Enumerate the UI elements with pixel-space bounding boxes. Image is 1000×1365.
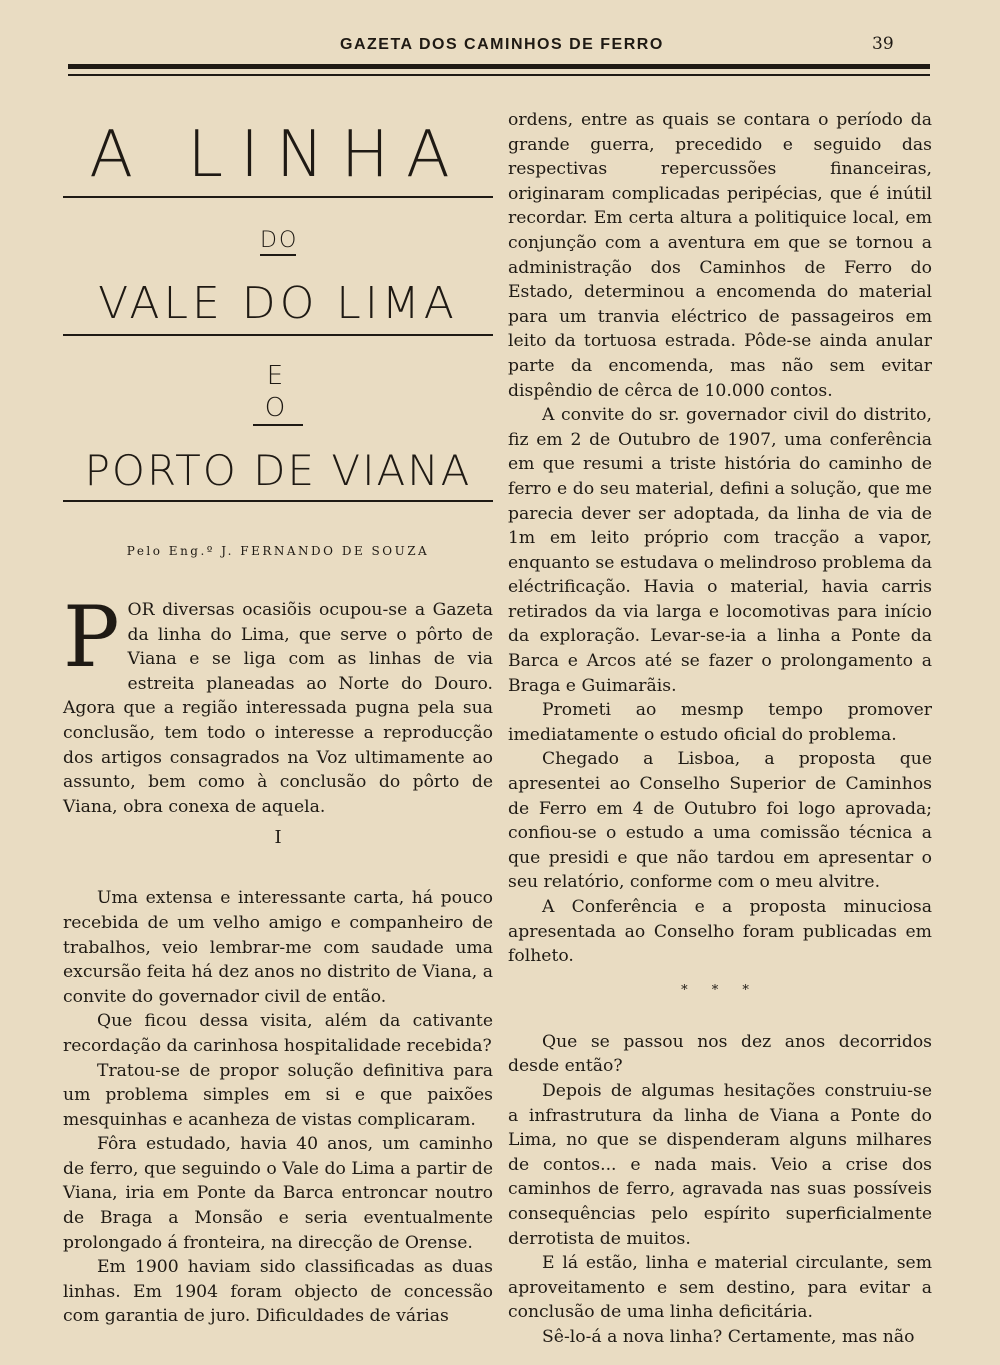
section-number: I <box>274 827 282 849</box>
running-head: GAZETA DOS CAMINHOS DE FERRO <box>340 36 664 53</box>
paragraph: Prometi ao mesmp tempo promover imediatamente o estudo oficial do problema. <box>508 700 932 745</box>
paragraph: Sê-lo-á a nova linha? Certamente, mas não <box>542 1326 915 1347</box>
intro-paragraph: OR diversas ocasiõis ocupou-se a Gazeta da linha do Lima, que serve o pôrto de Viana e se liga com as linhas de via estreita planeadas ao Norte do Douro. Agora que a região interessada pugna pela sua conclusão, tem todo o interesse a reproducção dos artigos consagrados na Voz ultimamente ao assunto, bem como à conclusão do pôrto de Viana, obra conexa de aquela. <box>63 600 493 817</box>
byline: Pelo Eng.º J. FERNANDO DE SOUZA <box>126 544 430 558</box>
paragraph: Tratou-se de propor solução definitiva para um problema simples em si e que paixões mesquinhas e acanheza de vistas complicaram. <box>63 1060 493 1130</box>
section-separator: * * * <box>681 982 759 998</box>
paragraph: Uma extensa e interessante carta, há pouco recebida de um velho amigo e companheiro de trabalhos, veio lembrar-me com saudade uma excursão feita há dez anos no distrito de Viana, a convite do governador civil de então. <box>63 888 493 1007</box>
paragraph: Que ficou dessa visita, além da cativante recordação da carinhosa hospitalidade recebida? <box>63 1011 493 1056</box>
paragraph: Chegado a Lisboa, a proposta que apresentei ao Conselho Superior de Caminhos de Ferro em 4 de Outubro foi logo aprovada; confiou-se o estudo a uma comissão técnica a que presidi e que não tardou em apresentar o seu relatório, conforme com o meu alvitre. <box>508 749 932 893</box>
paragraph: Depois de algumas hesitações construiu-se a infrastrutura da linha de Viana a Ponte do Lima, no que se dispenderam alguns milhares de contos... e nada mais. Veio a crise dos caminhos de ferro, agravada nas suas possíveis consequências pelo espírito superficialmente derrotista de muitos. <box>508 1080 932 1249</box>
article-title-line-3: VALE DO LIMA <box>63 278 493 336</box>
header-rule <box>68 64 930 69</box>
article-title-line-1: A LINHA <box>63 118 493 198</box>
intro-block <box>63 588 493 819</box>
header-rule-thin <box>68 74 930 76</box>
paragraph: Em 1900 haviam sido classificadas as duas linhas. Em 1904 foram objecto de concessão com garantia de juro. Dificuldades de várias <box>63 1257 493 1327</box>
paragraph: E lá estão, linha e material circulante, sem aproveitamento e sem destino, para evitar a conclusão de uma linha deficitária. <box>508 1253 932 1323</box>
article-title-line-2: DO <box>260 228 296 256</box>
article-title-line-4: E O <box>253 360 303 426</box>
paragraph: ordens, entre as quais se contara o período da grande guerra, precedido e seguido das respectivas repercussões financeiras, originaram complicadas peripécias, que é inútil recordar. Em certa altura a politiquice local, em conjunção com a aventura em que se tornou a administração dos Caminhos de Ferro do Estado, determinou a encomenda do material para um tranvia eléctrico de passageiros em leito da tortuosa estrada. Pôde-se ainda anular parte da encomenda, mas não sem evitar dispêndio de cêrca de 10.000 contos. <box>508 110 932 401</box>
drop-cap: P <box>63 588 120 686</box>
right-column <box>508 108 932 1350</box>
page-number: 39 <box>872 34 894 54</box>
paragraph: A convite do sr. governador civil do distrito, fiz em 2 de Outubro de 1907, uma conferência em que resumi a triste história do caminho de ferro e do seu material, defini a solução, que me parecia dever ser adoptada, da linha de via de 1m em leito próprio com tracção a vapor, enquanto se estudava o melindroso problema da eléctrificação. Havia o material, havia carris retirados da via larga e locomotivas para início da exploração. Levar-se-ia a linha a Ponte da Barca e Arcos até se fazer o prolongamento a Braga e Guimarãis. <box>508 405 932 696</box>
paragraph: A Conferência e a proposta minuciosa apresentada ao Conselho foram publicadas em folheto. <box>508 897 932 967</box>
article-title-line-5: PORTO DE VIANA <box>63 446 493 502</box>
left-column <box>63 110 493 1329</box>
paragraph: Que se passou nos dez anos decorridos desde então? <box>508 1031 932 1077</box>
paragraph: Fôra estudado, havia 40 anos, um caminho de ferro, que seguindo o Vale do Lima a partir de Viana, iria em Ponte da Barca entroncar noutro de Braga a Monsão e seria eventualmente prolongado á fronteira, na direcção de Orense. <box>63 1134 493 1253</box>
